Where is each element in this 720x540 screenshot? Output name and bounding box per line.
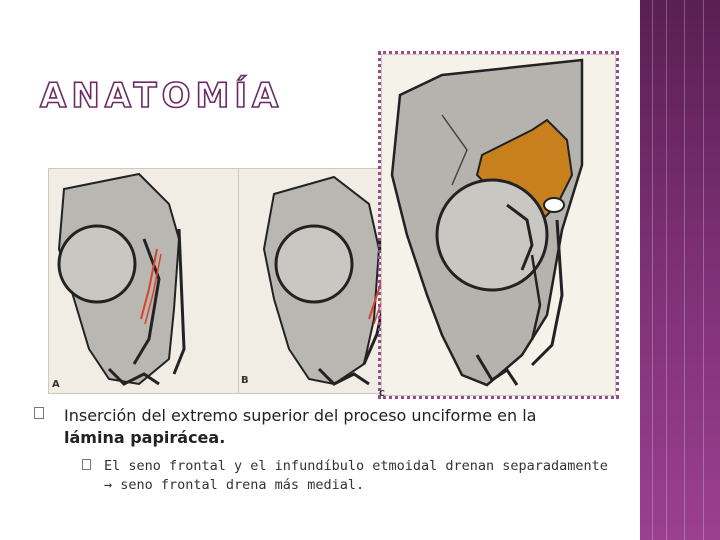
figure-label-b: B [241, 375, 249, 386]
decorative-side-band [640, 0, 720, 540]
figure-panel-c [381, 54, 616, 396]
bullet-main-text-1: Inserción del extremo superior del proceso unciforme en la [64, 406, 537, 425]
figure-panel-a [48, 168, 260, 394]
figure-label-a: A [52, 379, 60, 390]
bullet-square-icon [34, 407, 44, 419]
bullet-sub-text: El seno frontal y el infundíbulo etmoidal drenan separadamente → seno frontal drena más medial. [104, 458, 608, 493]
bullet-main-text-2: lámina papirácea. [64, 428, 226, 447]
bullet-sub [82, 457, 614, 495]
slide-title: ANATOMÍA [40, 76, 284, 116]
skull-section-c-illustration [382, 55, 615, 395]
skull-section-a-illustration [49, 169, 259, 393]
anatomy-figure [48, 52, 618, 397]
bullet-main [34, 405, 614, 449]
bullet-square-icon [82, 459, 91, 470]
bullet-list [34, 405, 614, 495]
figure-label-c: C [379, 389, 385, 398]
